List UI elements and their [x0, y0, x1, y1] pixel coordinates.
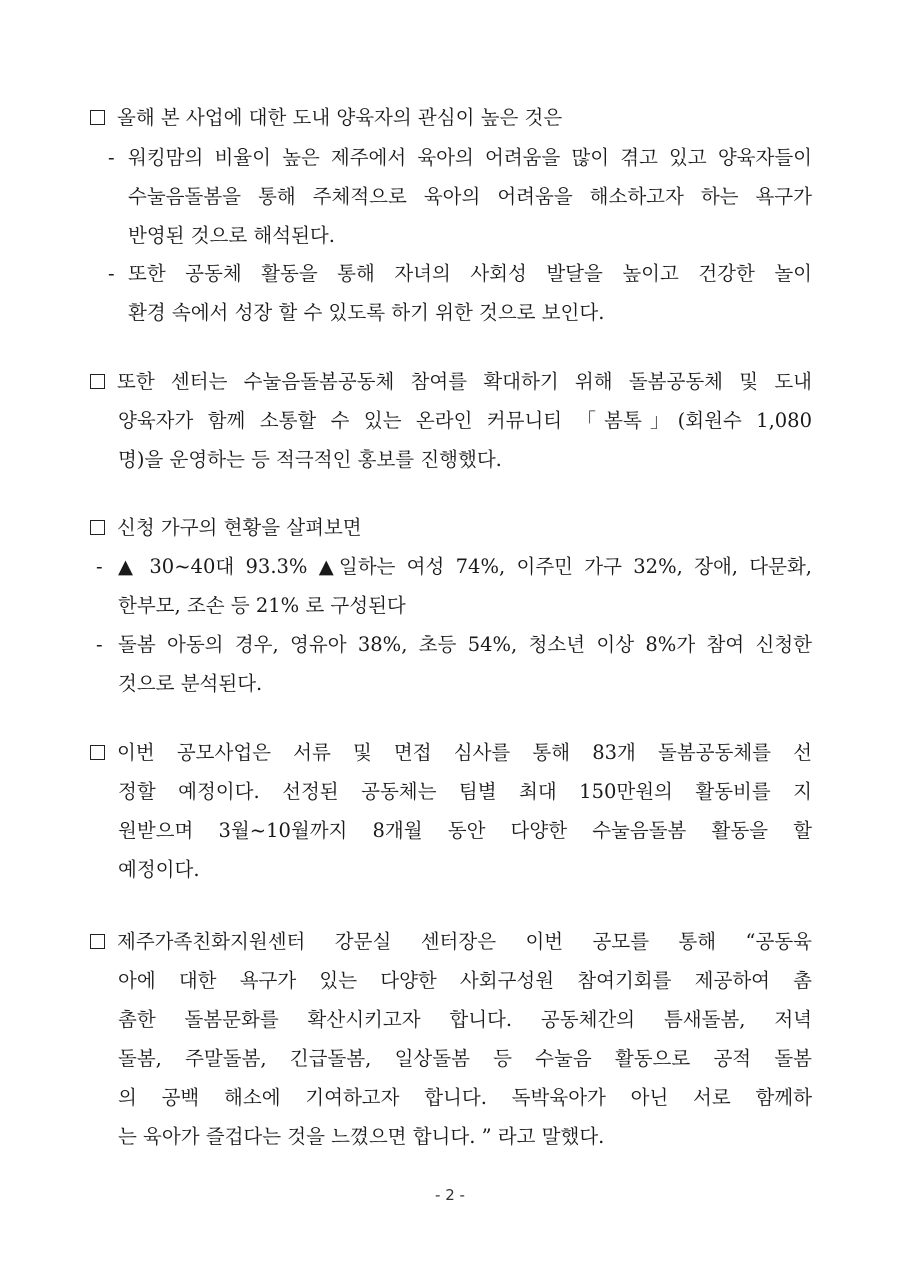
section-5-line-1: 제주가족친화지원센터 강문실 센터장은 이번 공모를 통해 “공동육 [117, 930, 812, 953]
section-3-item-1 [96, 555, 103, 579]
page-number: - 2 - [435, 1186, 465, 1204]
section-4-heading [90, 741, 812, 765]
section-3-heading [90, 516, 362, 540]
section-3-line-1: 신청 가구의 현황을 살펴보면 [117, 516, 362, 539]
dash-marker: - [108, 146, 115, 169]
section-1-item-2-line-1: 또한 공동체 활동을 통해 자녀의 사회성 발달을 높이고 건강한 놀이 [128, 262, 812, 285]
section-1-item-1-line-1: 워킹맘의 비율이 높은 제주에서 육아의 어려움을 많이 겪고 있고 양육자들이 [128, 146, 812, 169]
section-4-line-3: 원받으며 3월~10월까지 8개월 동안 다양한 수눌음돌봄 활동을 할 [118, 819, 812, 842]
section-5-line-3: 촘한 돌봄문화를 확산시키고자 합니다. 공동체간의 틈새돌봄, 저녁 [118, 1008, 812, 1031]
section-2-heading [90, 370, 812, 394]
section-5-heading [90, 930, 812, 954]
dash-marker: - [108, 262, 115, 285]
section-5-line-5: 의 공백 해소에 기여하고자 합니다. 독박육아가 아닌 서로 함께하 [118, 1086, 812, 1109]
section-5-line-6: 는 육아가 즐겁다는 것을 느꼈으면 합니다. ” 라고 말했다. [118, 1125, 605, 1148]
section-3-item-2-line-1: 돌봄 아동의 경우, 영유아 38%, 초등 54%, 청소년 이상 8%가 참여 신청한 [118, 633, 812, 656]
checkbox-square-icon [90, 110, 105, 125]
section-3-item-1-line-1: ▲ 30~40대 93.3% ▲일하는 여성 74%, 이주민 가구 32%, 장애, 다문화, [118, 555, 812, 578]
checkbox-square-icon [90, 374, 105, 389]
dash-marker: - [96, 633, 103, 656]
dash-marker: - [96, 555, 103, 578]
section-4-line-1: 이번 공모사업은 서류 및 면접 심사를 통해 83개 돌봄공동체를 선 [117, 741, 812, 764]
section-2-line-3: 명)을 운영하는 등 적극적인 홍보를 진행했다. [118, 448, 502, 471]
checkbox-square-icon [90, 934, 105, 949]
section-1-item-2-line-2: 환경 속에서 성장 할 수 있도록 하기 위한 것으로 보인다. [128, 301, 605, 324]
section-3-item-1-line-2: 한부모, 조손 등 21% 로 구성된다 [118, 594, 406, 617]
section-1-item-1-line-2: 수눌음돌봄을 통해 주체적으로 육아의 어려움을 해소하고자 하는 욕구가 [128, 185, 812, 208]
section-5-line-4: 돌봄, 주말돌봄, 긴급돌봄, 일상돌봄 등 수눌음 활동으로 공적 돌봄 [118, 1047, 812, 1070]
section-2-line-1: 또한 센터는 수눌음돌봄공동체 참여를 확대하기 위해 돌봄공동체 및 도내 [117, 370, 812, 393]
section-1-item-1 [108, 146, 115, 170]
section-1-line-1: 올해 본 사업에 대한 도내 양육자의 관심이 높은 것은 [117, 106, 563, 129]
section-4-line-2: 정할 예정이다. 선정된 공동체는 팀별 최대 150만원의 활동비를 지 [118, 780, 812, 803]
section-4-line-4: 예정이다. [118, 858, 200, 881]
checkbox-square-icon [90, 520, 105, 535]
section-3-item-2 [96, 633, 103, 657]
section-1-heading [90, 106, 562, 130]
section-3-item-2-line-2: 것으로 분석된다. [118, 672, 263, 695]
checkbox-square-icon [90, 745, 105, 760]
section-5-line-2: 아에 대한 욕구가 있는 다양한 사회구성원 참여기회를 제공하여 촘 [118, 969, 812, 992]
section-2-line-2: 양육자가 함께 소통할 수 있는 온라인 커뮤니티 「봄톡」(회원수 1,080 [118, 409, 812, 432]
section-1-item-2 [108, 262, 115, 286]
section-1-item-1-line-3: 반영된 것으로 해석된다. [128, 224, 335, 247]
